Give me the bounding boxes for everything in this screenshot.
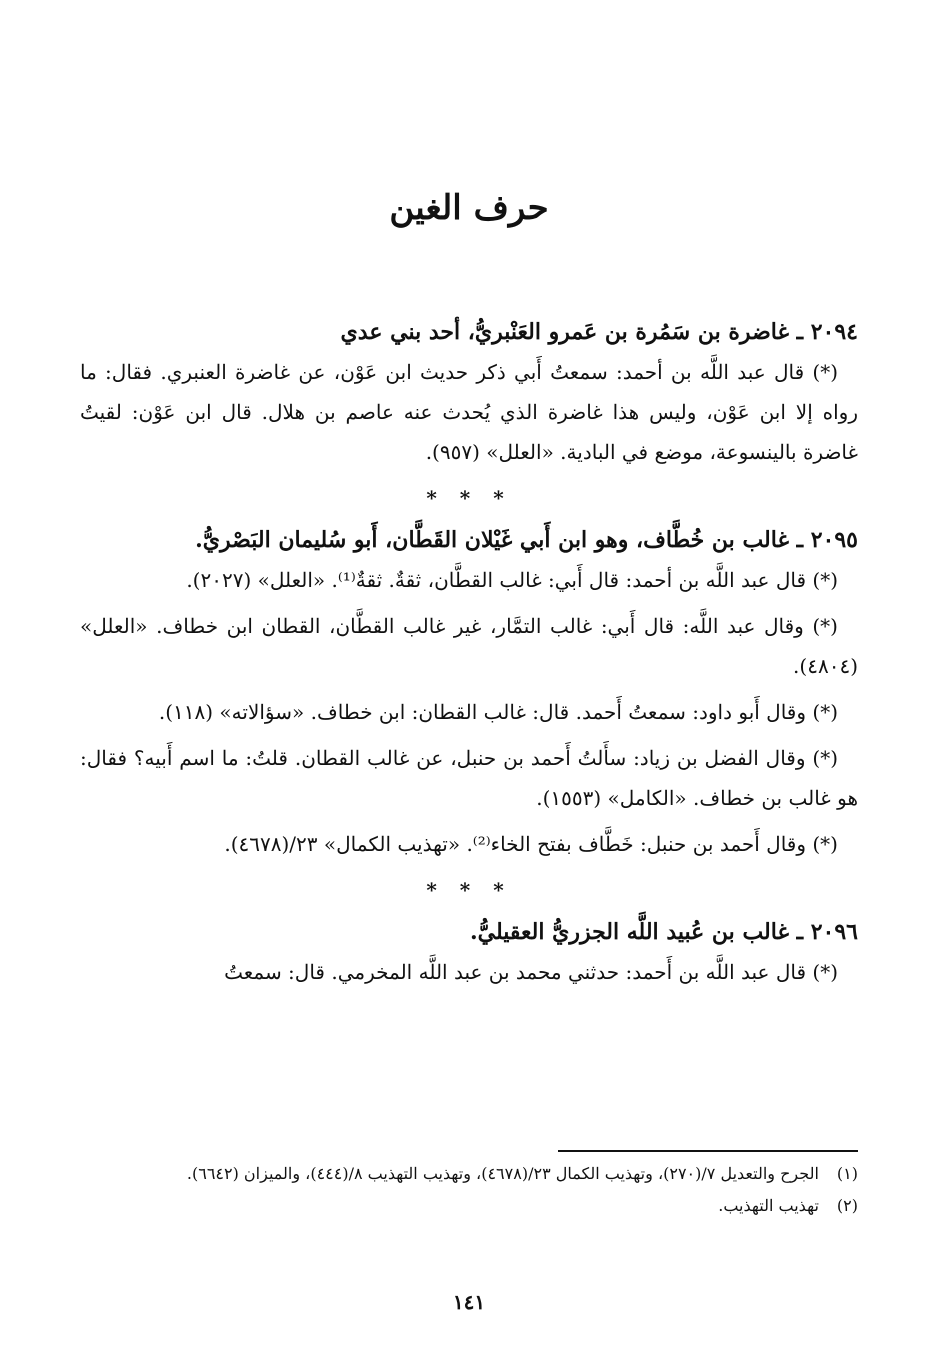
footnote-number: (٢)	[836, 1196, 858, 1215]
footnote-divider	[558, 1150, 858, 1152]
footnote	[80, 1190, 858, 1222]
page-number: ١٤١	[452, 1290, 486, 1314]
entry-paragraph: (*) وقال عبد اللَّه: قال أَبي: غالب التمَّار، غير غالب القطَّان، القطان ابن خطاف. «العلل» (٤٨٠٤).	[80, 614, 858, 678]
entry-2094	[80, 312, 858, 472]
main-text	[80, 312, 858, 998]
footnotes	[80, 1158, 858, 1222]
section-separator: * * *	[426, 878, 512, 902]
footnote-number: (١)	[836, 1164, 858, 1183]
entry-paragraph: (*) قال عبد اللَّه بن أحمد: سمعتُ أَبي ذكر حديث ابن عَوْن، عن غاضرة العنبري. فقال: ما رواه إلا ابن عَوْن، وليس هذا غاضرة الذي يُحدث عنه عاصم بن هلال. قال ابن عَوْن: لقيتُ غاضرة بالينسوعة، موضع في البادية. «العلل» (٩٥٧).	[80, 360, 858, 464]
entry-paragraph: (*) وقال أَبو داود: سمعتُ أَحمد. قال: غالب القطان: ابن خطاف. «سؤالاته» (١١٨).	[158, 700, 838, 724]
entry-paragraph: (*) قال عبد اللَّه بن أحمد: قال أَبي: غالب القطَّان، ثقةٌ. ثقةٌ⁽¹⁾. «العلل» (٢٠٢٧).	[186, 568, 838, 592]
footnote	[80, 1158, 858, 1190]
entry-paragraph: (*) قال عبد اللَّه بن أَحمد: حدثني محمد بن عبد اللَّه المخرمي. قال: سمعتُ	[224, 960, 838, 984]
entry-heading: ٢٠٩٥ ـ غالب بن خُطَّاف، وهو ابن أَبي غَيْلان القَطَّان، أَبو سُليمان البَصْريُّ.	[195, 527, 858, 553]
entry-paragraph: (*) وقال أَحمد بن حنبل: خَطَّاف بفتح الخاء⁽²⁾. «تهذيب الكمال» ٢٣/(٤٦٧٨).	[224, 832, 838, 856]
section-separator: * * *	[426, 486, 512, 510]
entry-2095	[80, 520, 858, 864]
entry-heading: ٢٠٩٦ ـ غالب بن عُبيد اللَّه الجزريُّ العقيليُّ.	[469, 919, 858, 945]
chapter-title: حرف الغين	[389, 188, 549, 228]
footnote-text: تهذيب التهذيب.	[718, 1196, 819, 1215]
entry-paragraph: (*) وقال الفضل بن زياد: سأَلتُ أَحمد بن حنبل، عن غالب القطان. قلتُ: ما اسم أَبيه؟ فقال: هو غالب بن خطاف. «الكامل» (١٥٥٣).	[80, 746, 858, 810]
footnote-text: الجرح والتعديل ٧/(٢٧٠)، وتهذيب الكمال ٢٣/(٤٦٧٨)، وتهذيب التهذيب ٨/(٤٤٤)، والميزان (٦٦٤٢).	[186, 1164, 819, 1183]
entry-2096	[80, 912, 858, 992]
entry-heading: ٢٠٩٤ ـ غاضرة بن سَمُرة بن عَمرو العَنْبريُّ، أحد بني عدي	[340, 319, 858, 345]
